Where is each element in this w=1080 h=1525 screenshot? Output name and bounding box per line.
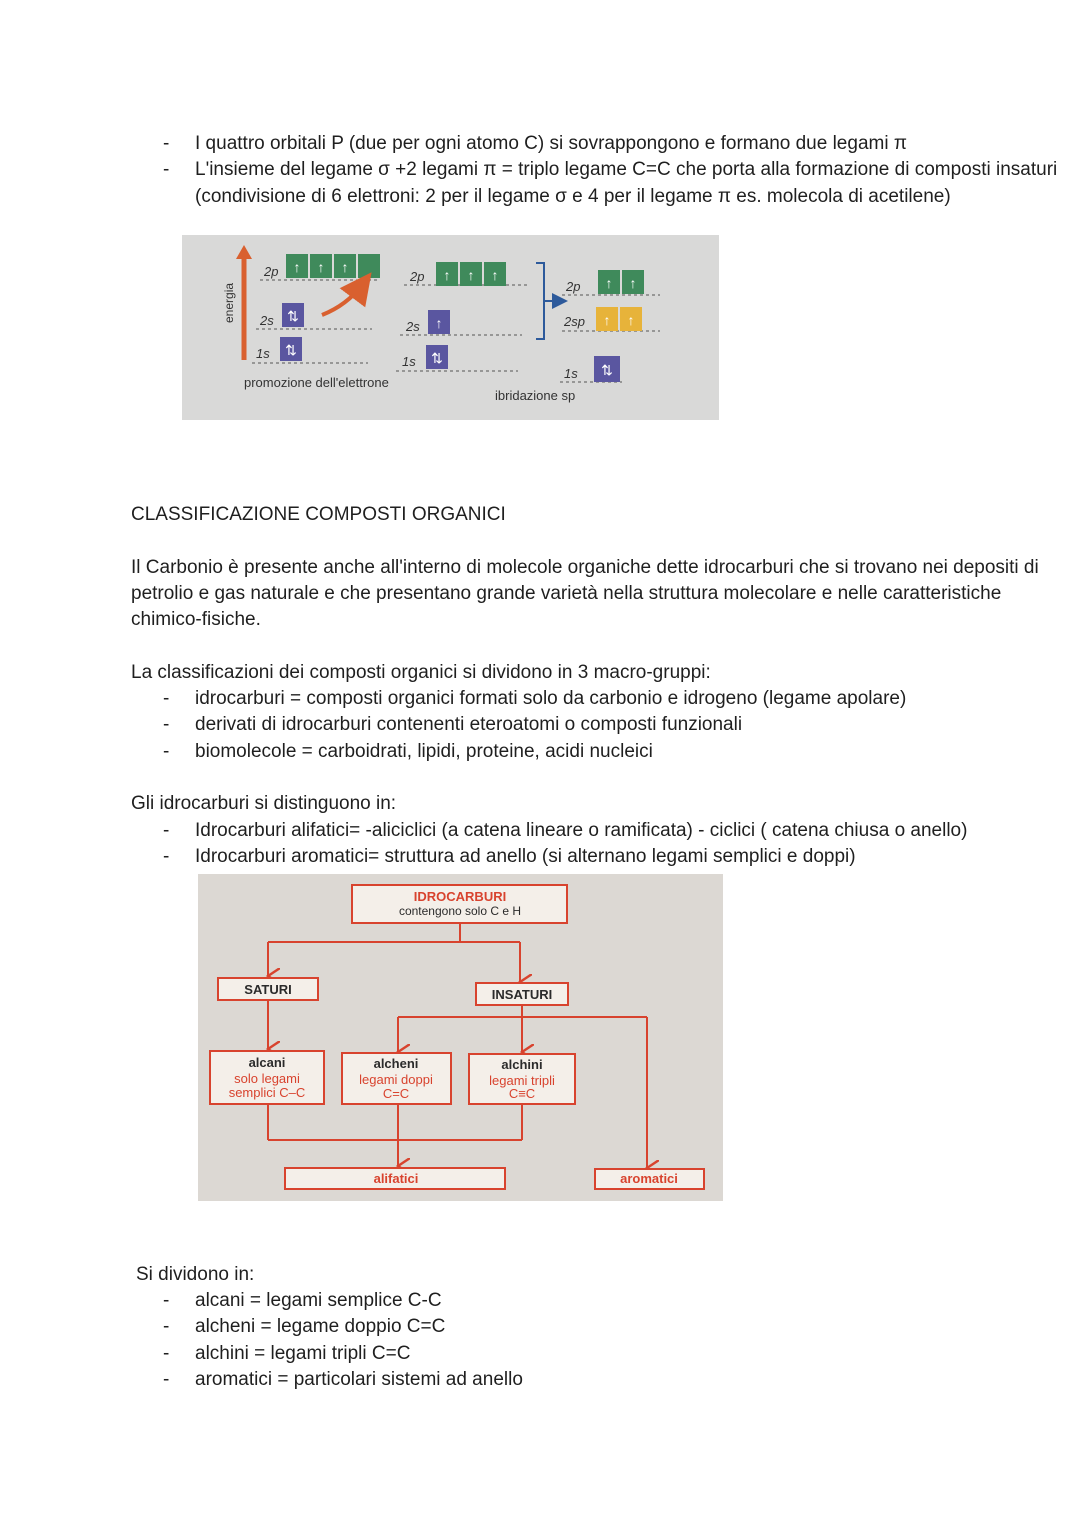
svg-text:↑: ↑ xyxy=(293,259,301,275)
level-1s-label: 1s xyxy=(564,366,578,381)
list-item: - I quattro orbitali P (due per ogni atomo C) si sovrappongono e formano due legami π xyxy=(131,131,1071,157)
svg-text:↑: ↑ xyxy=(341,259,349,275)
level-2s-label: 2s xyxy=(406,319,420,334)
alchini-line2: C≡C xyxy=(508,1086,536,1101)
alifatici-label: alifatici xyxy=(373,1171,419,1186)
svg-text:↑: ↑ xyxy=(605,275,613,291)
alcani-line1: solo legami xyxy=(234,1071,300,1086)
level-2sp-label: 2sp xyxy=(564,314,585,329)
promotion-arrow xyxy=(322,285,362,315)
level-1s-label: 1s xyxy=(256,346,270,361)
alchini-line1: legami tripli xyxy=(489,1073,555,1088)
list-item: - derivati di idrocarburi contenenti eteroatomi o composti funzionali xyxy=(131,712,1071,738)
list-item: - idrocarburi = composti organici formati solo da carbonio e idrogeno (legame apolare) xyxy=(131,686,1071,712)
list-item: - Idrocarburi aromatici= struttura ad anello (si alternano legami semplici e doppi) xyxy=(131,844,1071,870)
hybridization-bracket xyxy=(536,263,544,339)
macro-groups-list xyxy=(131,686,1071,765)
caption-promotion: promozione dell'elettrone xyxy=(244,375,389,390)
aromatici-label: aromatici xyxy=(620,1171,678,1186)
level-1s-label: 1s xyxy=(402,354,416,369)
subtypes-list xyxy=(131,1288,1071,1393)
paragraph-hydrocarbons: Gli idrocarburi si distinguono in: xyxy=(131,793,397,814)
level-2p-label: 2p xyxy=(566,279,581,294)
level-2p-label: 2p xyxy=(410,269,425,284)
list-item: - alchini = legami tripli C=C xyxy=(131,1341,1071,1367)
caption-hybridization: ibridazione sp xyxy=(495,388,576,403)
svg-text:↑: ↑ xyxy=(443,267,451,283)
paragraph-macro-groups: La classificazioni dei composti organici si dividono in 3 macro-gruppi: xyxy=(131,662,711,683)
list-item: - alcheni = legame doppio C=C xyxy=(131,1314,1071,1340)
alcheni-title: alcheni xyxy=(373,1056,419,1071)
svg-text:⇅: ⇅ xyxy=(601,362,613,378)
svg-text:↑: ↑ xyxy=(491,267,499,283)
hydrocarbon-flowchart xyxy=(198,874,723,1201)
root-title: IDROCARBURI xyxy=(413,889,507,904)
intro-bullet-list xyxy=(131,131,1071,210)
level-2s-label: 2s xyxy=(260,313,274,328)
list-item: - Idrocarburi alifatici= -aliciclici (a catena lineare o ramificata) - ciclici ( catena chiusa o anello) xyxy=(131,818,1071,844)
paragraph-intro: Il Carbonio è presente anche all'interno di molecole organiche dette idrocarburi che si trovano nei depositi di petrolio e gas naturale e che presentano grande varietà nella struttura molecolare e nelle caratteristiche chimico-fisiche. xyxy=(131,557,1039,630)
svg-text:↑: ↑ xyxy=(629,275,637,291)
alcani-title: alcani xyxy=(248,1055,286,1070)
svg-text:⇅: ⇅ xyxy=(285,342,297,358)
paragraph-subtypes: Si dividono in: xyxy=(136,1264,255,1285)
section-title: CLASSIFICAZIONE COMPOSTI ORGANICI xyxy=(131,504,506,525)
svg-text:↑: ↑ xyxy=(435,315,443,331)
svg-text:↑: ↑ xyxy=(627,312,635,328)
hydrocarbon-types-list xyxy=(131,818,1071,871)
level-2p-label: 2p xyxy=(264,264,279,279)
orbital-hybridization-figure xyxy=(182,235,719,420)
insaturi-label: INSATURI xyxy=(491,987,553,1002)
alchini-title: alchini xyxy=(501,1057,543,1072)
svg-text:↑: ↑ xyxy=(467,267,475,283)
alcheni-line1: legami doppi xyxy=(359,1072,433,1087)
root-subtitle: contengono solo C e H xyxy=(398,904,522,918)
saturi-label: SATURI xyxy=(244,982,292,997)
orbital-box xyxy=(358,254,380,278)
list-item: - L'insieme del legame σ +2 legami π = triplo legame C=C che porta alla formazione di composti insaturi (condivisione di 6 elettroni: 2 per il legame σ e 4 per il legame π es. molecola di acetilene) xyxy=(131,157,1071,210)
svg-text:⇅: ⇅ xyxy=(287,308,299,324)
list-item: - biomolecole = carboidrati, lipidi, proteine, acidi nucleici xyxy=(131,739,1071,765)
svg-text:↑: ↑ xyxy=(317,259,325,275)
svg-text:↑: ↑ xyxy=(603,312,611,328)
svg-text:⇅: ⇅ xyxy=(431,350,443,366)
energy-label: energia xyxy=(222,282,236,323)
alcani-line2: semplici C–C xyxy=(228,1085,306,1100)
list-item: - aromatici = particolari sistemi ad anello xyxy=(131,1367,1071,1393)
alcheni-line2: C=C xyxy=(382,1086,410,1101)
list-item: - alcani = legami semplice C-C xyxy=(131,1288,1071,1314)
